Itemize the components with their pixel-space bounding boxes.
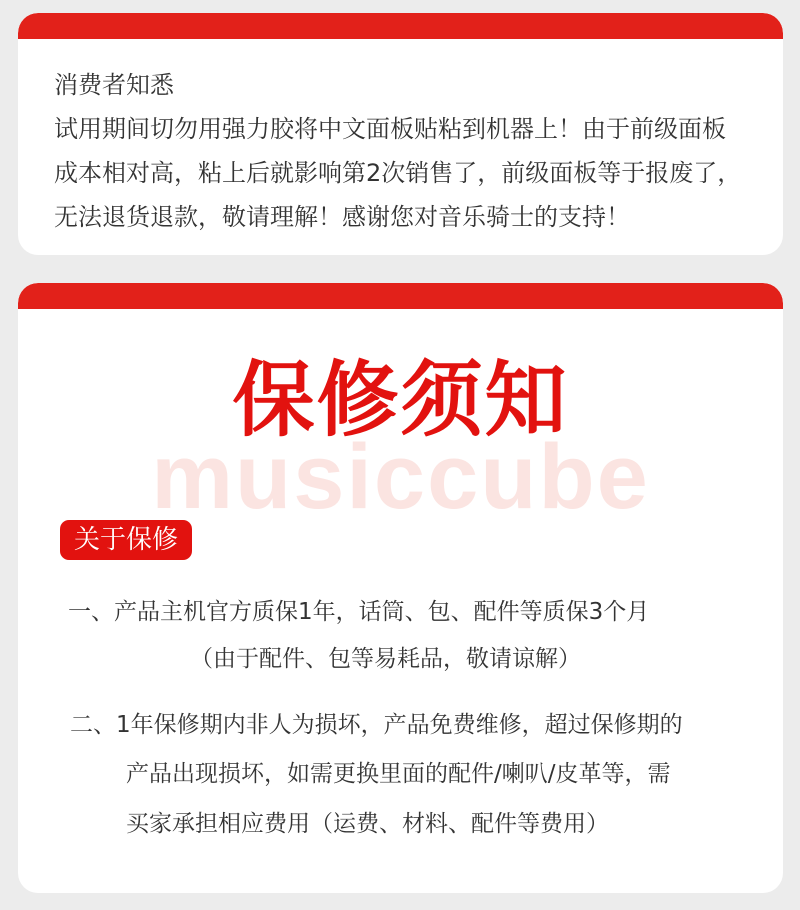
warranty-item-2-line-3: 买家承担相应费用（运费、材料、配件等费用） <box>126 811 609 837</box>
warranty-item-2-line-1: 二、1年保修期内非人为损坏，产品免费维修，超过保修期的 <box>70 712 683 738</box>
warranty-item-1-line-2: （由于配件、包等易耗品，敬请谅解） <box>190 646 581 672</box>
card-header-bar <box>18 13 783 39</box>
notice-line: 试用期间切勿用强力胶将中文面板贴粘到机器上！由于前级面板 <box>54 115 726 143</box>
card-header-bar <box>18 283 783 309</box>
warranty-item-1-line-1: 一、产品主机官方质保1年，话筒、包、配件等质保3个月 <box>68 599 650 625</box>
notice-body <box>18 39 783 239</box>
notice-line: 成本相对高，粘上后就影响第2次销售了，前级面板等于报废了， <box>54 159 742 187</box>
consumer-notice-card <box>18 13 783 255</box>
warranty-title: 保修须知 <box>232 353 569 448</box>
warranty-item-2-line-2: 产品出现损坏，如需更换里面的配件/喇叭/皮革等，需 <box>126 761 671 787</box>
notice-line: 无法退货退款，敬请理解！感谢您对音乐骑士的支持！ <box>54 203 630 231</box>
about-warranty-badge: 关于保修 <box>60 520 192 560</box>
warranty-card <box>18 283 783 893</box>
notice-heading: 消费者知悉 <box>54 71 174 99</box>
brand-watermark: musiccube <box>151 426 650 528</box>
